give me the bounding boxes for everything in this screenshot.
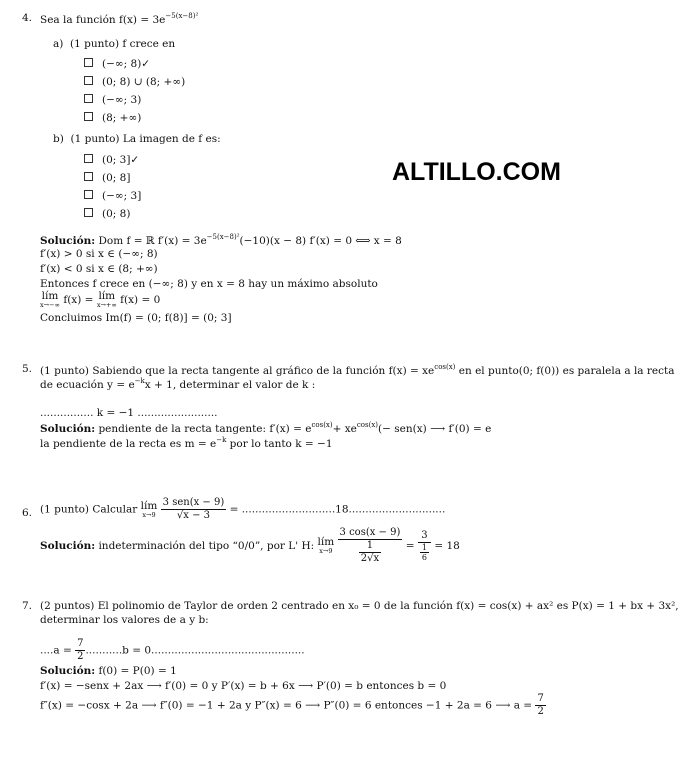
q6-statement: (1 punto) Calcular lím x→9 $\frac{\text{3 sen(x − 9)}}{√x - 3}$ = ............................18............................. — [40, 497, 446, 521]
q4b-header: b) (1 punto) La imagen de f es: — [53, 133, 221, 145]
q5-answer: ................ k = −1 ........................ — [40, 407, 218, 419]
q4-statement: Sea la función $f(x) = 3e^{-5(x-8)^2}$ — [40, 12, 199, 26]
q4-solution-limits: lím x→−∞ f(x) = lím x→+∞ f(x) = 0 — [40, 290, 161, 309]
q7-number: 7. — [22, 600, 33, 612]
q4b-option-3[interactable]: (−∞; 3] — [84, 190, 141, 202]
q4b-option-4[interactable]: (0; 8) — [84, 208, 130, 220]
q7-solution-line-3: f″(x) = −cosx + 2a ⟶ f″(0) = −1 + 2a y P″(x) = 6 ⟶ P″(0) = 6 entonces −1 + 2a = 6 ⟶ a = $\frac{7}{2}$ — [40, 693, 544, 717]
q4a-header: a) (1 punto) f crece en — [53, 38, 176, 50]
checkbox-icon — [84, 208, 93, 217]
q4-solution-line-3: f′(x) < 0 si x ∈ (8; +∞) — [40, 263, 158, 275]
q4-number: 4. — [22, 12, 33, 24]
q4a-option-1[interactable]: (−∞; 8)✓ — [84, 58, 150, 70]
q5-line-2: de ecuación $y = e^{-k}x + 1$, determinar el valor de k : — [40, 377, 316, 391]
q6-solution: Solución: indeterminación del tipo “0/0”, por L' H: lím x→9 $\frac{3 \cos(x - 9)}{\frac{1}{2√x}}$ = $\frac{3}{\frac{1}{6}}$ = 18 — [40, 527, 460, 564]
q6-number: 6. — [22, 507, 33, 519]
checkbox-icon — [84, 94, 93, 103]
q4b-option-2[interactable]: (0; 8] — [84, 172, 130, 184]
q4b-option-1[interactable]: (0; 3]✓ — [84, 154, 139, 166]
q7-answer: ....a = $\frac{7}{2}$ ...........b = 0.............................................. — [40, 638, 305, 662]
q4a-option-3[interactable]: (−∞; 3) — [84, 94, 141, 106]
q5-solution-line-2: la pendiente de la recta es $m = e^{-k}$ por lo tanto k = −1 — [40, 436, 333, 450]
q4a-option-2[interactable]: (0; 8) ∪ (8; +∞) — [84, 76, 185, 88]
checkbox-icon — [84, 190, 93, 199]
q5-solution-line-1: Solución: pendiente de la recta tangente: $f'(x) = e^{cos(x)}+ xe^{cos(x)}(- sen(x)$ ⟶ f′(0) = e — [40, 421, 492, 435]
checkbox-icon — [84, 112, 93, 121]
checkbox-icon — [84, 172, 93, 181]
q7-line-1: (2 puntos) El polinomio de Taylor de orden 2 centrado en x₀ = 0 de la función f(x) = cos(x) + ax² es P(x) = 1 + bx + 3x², — [40, 600, 679, 612]
q4-solution-line-4: Entonces f crece en (−∞; 8) y en x = 8 hay un máximo absoluto — [40, 278, 378, 290]
checkbox-icon — [84, 154, 93, 163]
q5-number: 5. — [22, 363, 33, 375]
q4-solution-line-2: f′(x) > 0 si x ∈ (−∞; 8) — [40, 248, 158, 260]
q5-line-1: (1 punto) Sabiendo que la recta tangente al gráfico de la función $f(x) = xe^{cos(x)}$ en el punto(0; f(0)) es paralela a la recta — [40, 363, 675, 377]
q4-solution-line-6: Concluimos Im(f) = (0; f(8)] = (0; 3] — [40, 312, 232, 324]
q4-solution-line-1: Solución: Dom f = ℝ $f'(x) = 3e^{-5(x-8)^2}(-10)(x - 8) f'(x) = 0$ ⟺ x = 8 — [40, 233, 402, 247]
q7-solution-line-2: f′(x) = −senx + 2ax ⟶ f′(0) = 0 y P′(x) = b + 6x ⟶ P′(0) = b entonces b = 0 — [40, 680, 447, 692]
checkbox-icon — [84, 76, 93, 85]
q7-solution-line-1: Solución: f(0) = P(0) = 1 — [40, 665, 177, 677]
q7-line-2: determinar los valores de a y b: — [40, 614, 209, 626]
q4a-option-4[interactable]: (8; +∞) — [84, 112, 141, 124]
watermark-logo: ALTILLO.COM — [392, 158, 561, 186]
checkbox-icon — [84, 58, 93, 67]
